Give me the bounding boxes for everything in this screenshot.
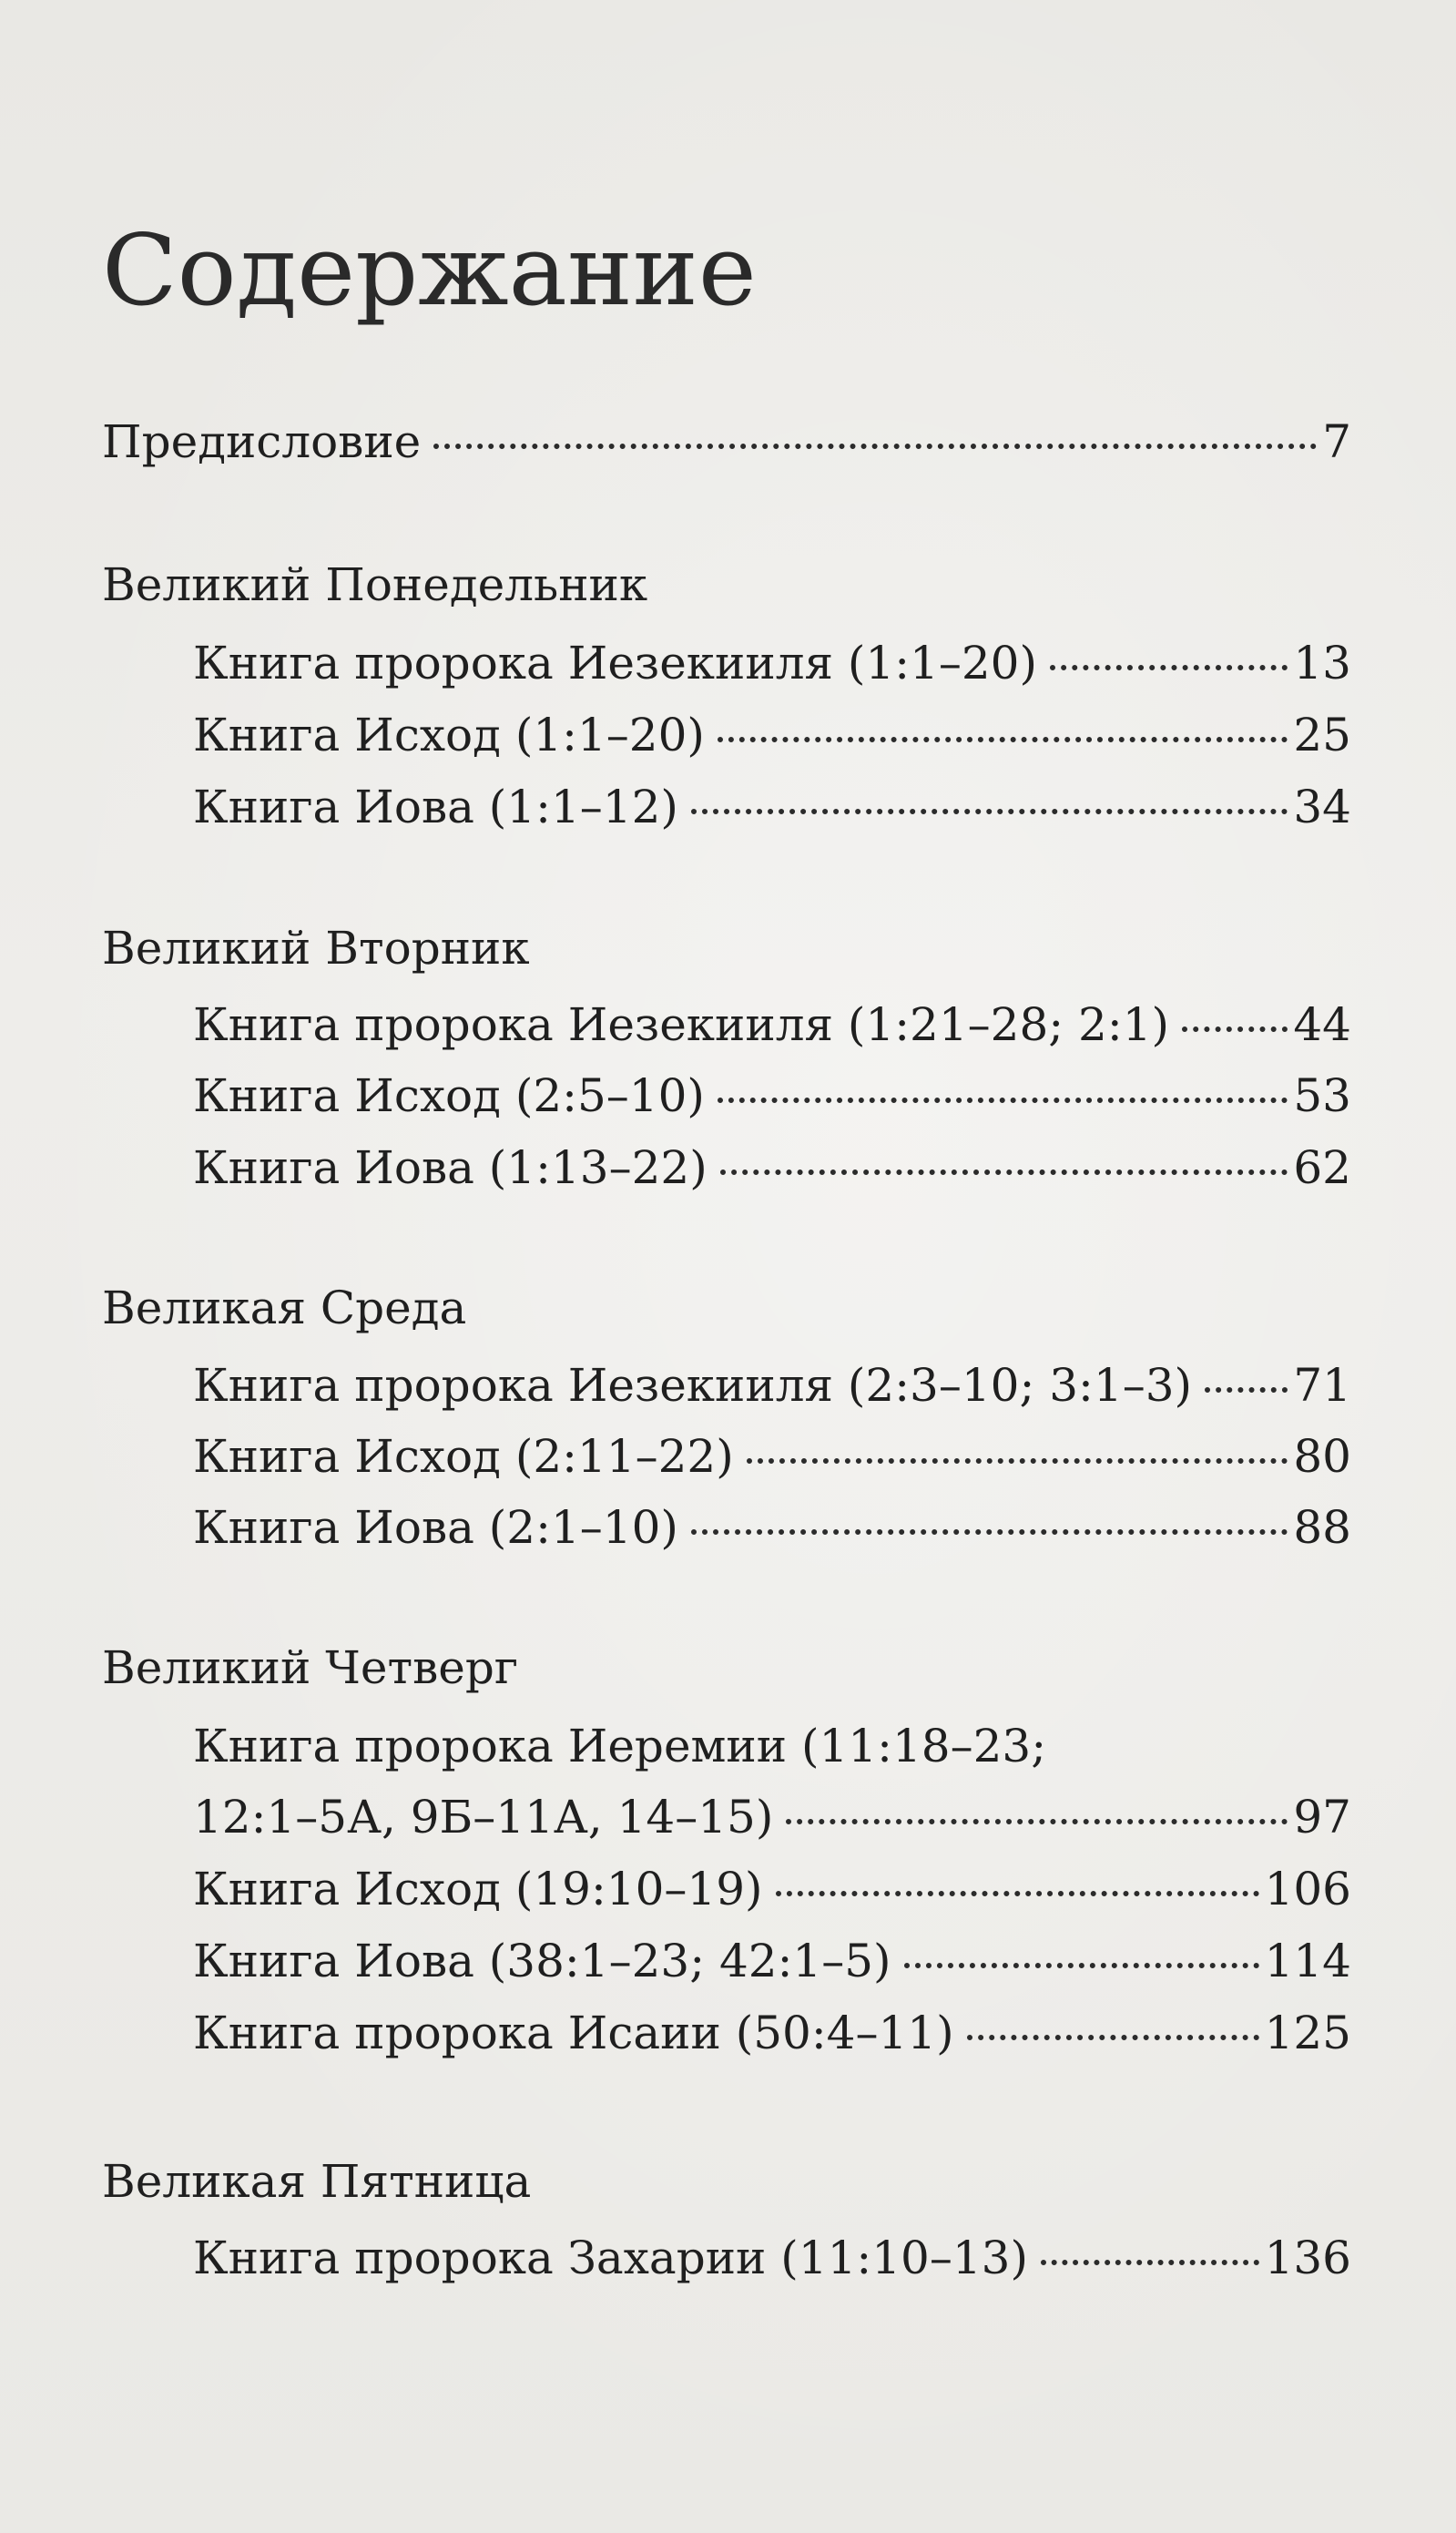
dot-leader <box>1050 665 1288 670</box>
toc-page-number: 106 <box>1264 1863 1351 1915</box>
toc-entry-title: Книга Иова (1:13–22) <box>193 1141 708 1194</box>
dot-leader <box>1041 2260 1259 2265</box>
toc-entry-title-line1: Книга пророка Иеремии (11:18–23; <box>193 1720 1047 1772</box>
toc-page-number: 44 <box>1293 998 1351 1051</box>
page-title: Содержание <box>102 214 757 328</box>
toc-entry[interactable] <box>193 707 1351 763</box>
dot-leader <box>904 1963 1259 1968</box>
toc-entry[interactable] <box>193 1861 1351 1917</box>
dot-leader <box>1205 1387 1288 1393</box>
toc-entry-title: Книга Иова (38:1–23; 42:1–5) <box>193 1935 891 1987</box>
dot-leader <box>718 737 1288 742</box>
toc-page-number: 97 <box>1293 1791 1351 1844</box>
toc-page-number: 34 <box>1293 781 1351 833</box>
toc-entry[interactable] <box>193 779 1351 835</box>
toc-page-number: 114 <box>1264 1935 1351 1987</box>
toc-entry[interactable] <box>193 1428 1351 1485</box>
toc-entry[interactable] <box>193 1139 1351 1196</box>
toc-entry[interactable] <box>193 996 1351 1053</box>
toc-entry-title: 12:1–5А, 9Б–11А, 14–15) <box>193 1791 774 1844</box>
dot-leader <box>786 1819 1288 1824</box>
toc-entry[interactable] <box>193 635 1351 691</box>
toc-entry[interactable] <box>193 1933 1351 1989</box>
toc-page-number: 53 <box>1293 1069 1351 1122</box>
toc-entry-title: Книга пророка Иезекииля (1:21–28; 2:1) <box>193 998 1170 1051</box>
dot-leader <box>691 809 1288 814</box>
toc-entry[interactable] <box>193 2005 1351 2061</box>
dot-leader <box>1182 1026 1288 1032</box>
dot-leader <box>433 444 1317 449</box>
toc-entry-title: Книга Исход (19:10–19) <box>193 1863 763 1915</box>
section-heading-wednesday: Великая Среда <box>102 1282 467 1334</box>
toc-entry[interactable] <box>193 1499 1351 1556</box>
dot-leader <box>718 1098 1288 1103</box>
toc-entry-title: Книга Иова (1:1–12) <box>193 781 678 833</box>
toc-page-number: 62 <box>1293 1141 1351 1194</box>
toc-entry-title: Книга Исход (1:1–20) <box>193 709 705 761</box>
toc-page-number: 80 <box>1293 1430 1351 1483</box>
section-heading-tuesday: Великий Вторник <box>102 922 530 975</box>
dot-leader <box>720 1169 1288 1175</box>
dot-leader <box>691 1529 1288 1535</box>
toc-entry[interactable] <box>193 1067 1351 1124</box>
toc-page-number: 136 <box>1264 2232 1351 2284</box>
section-heading-friday: Великая Пятница <box>102 2155 532 2208</box>
section-heading-thursday: Великий Четверг <box>102 1641 519 1694</box>
section-heading-monday: Великий Понедельник <box>102 558 648 611</box>
dot-leader <box>776 1891 1259 1896</box>
toc-entry-title: Книга пророка Иезекииля (1:1–20) <box>193 637 1038 689</box>
dot-leader <box>747 1458 1288 1464</box>
toc-entry-title: Книга пророка Исаии (50:4–11) <box>193 2007 954 2059</box>
toc-page-number: 88 <box>1293 1501 1351 1554</box>
toc-page-number: 25 <box>1293 709 1351 761</box>
toc-entry[interactable] <box>193 2230 1351 2286</box>
toc-entry[interactable] <box>193 1357 1351 1414</box>
toc-page-number: 7 <box>1322 415 1351 468</box>
dot-leader <box>967 2035 1259 2040</box>
toc-entry-title: Книга пророка Иезекииля (2:3–10; 3:1–3) <box>193 1359 1193 1412</box>
toc-entry-title: Книга Исход (2:11–22) <box>193 1430 734 1483</box>
toc-entry[interactable] <box>193 1789 1351 1845</box>
toc-page-number: 71 <box>1293 1359 1351 1412</box>
toc-page-number: 13 <box>1293 637 1351 689</box>
toc-page-number: 125 <box>1264 2007 1351 2059</box>
toc-entry-title: Предисловие <box>102 415 422 468</box>
toc-entry-preface[interactable] <box>102 414 1351 470</box>
toc-entry-title: Книга Иова (2:1–10) <box>193 1501 678 1554</box>
toc-entry-title: Книга пророка Захарии (11:10–13) <box>193 2232 1028 2284</box>
toc-entry-title: Книга Исход (2:5–10) <box>193 1069 705 1122</box>
